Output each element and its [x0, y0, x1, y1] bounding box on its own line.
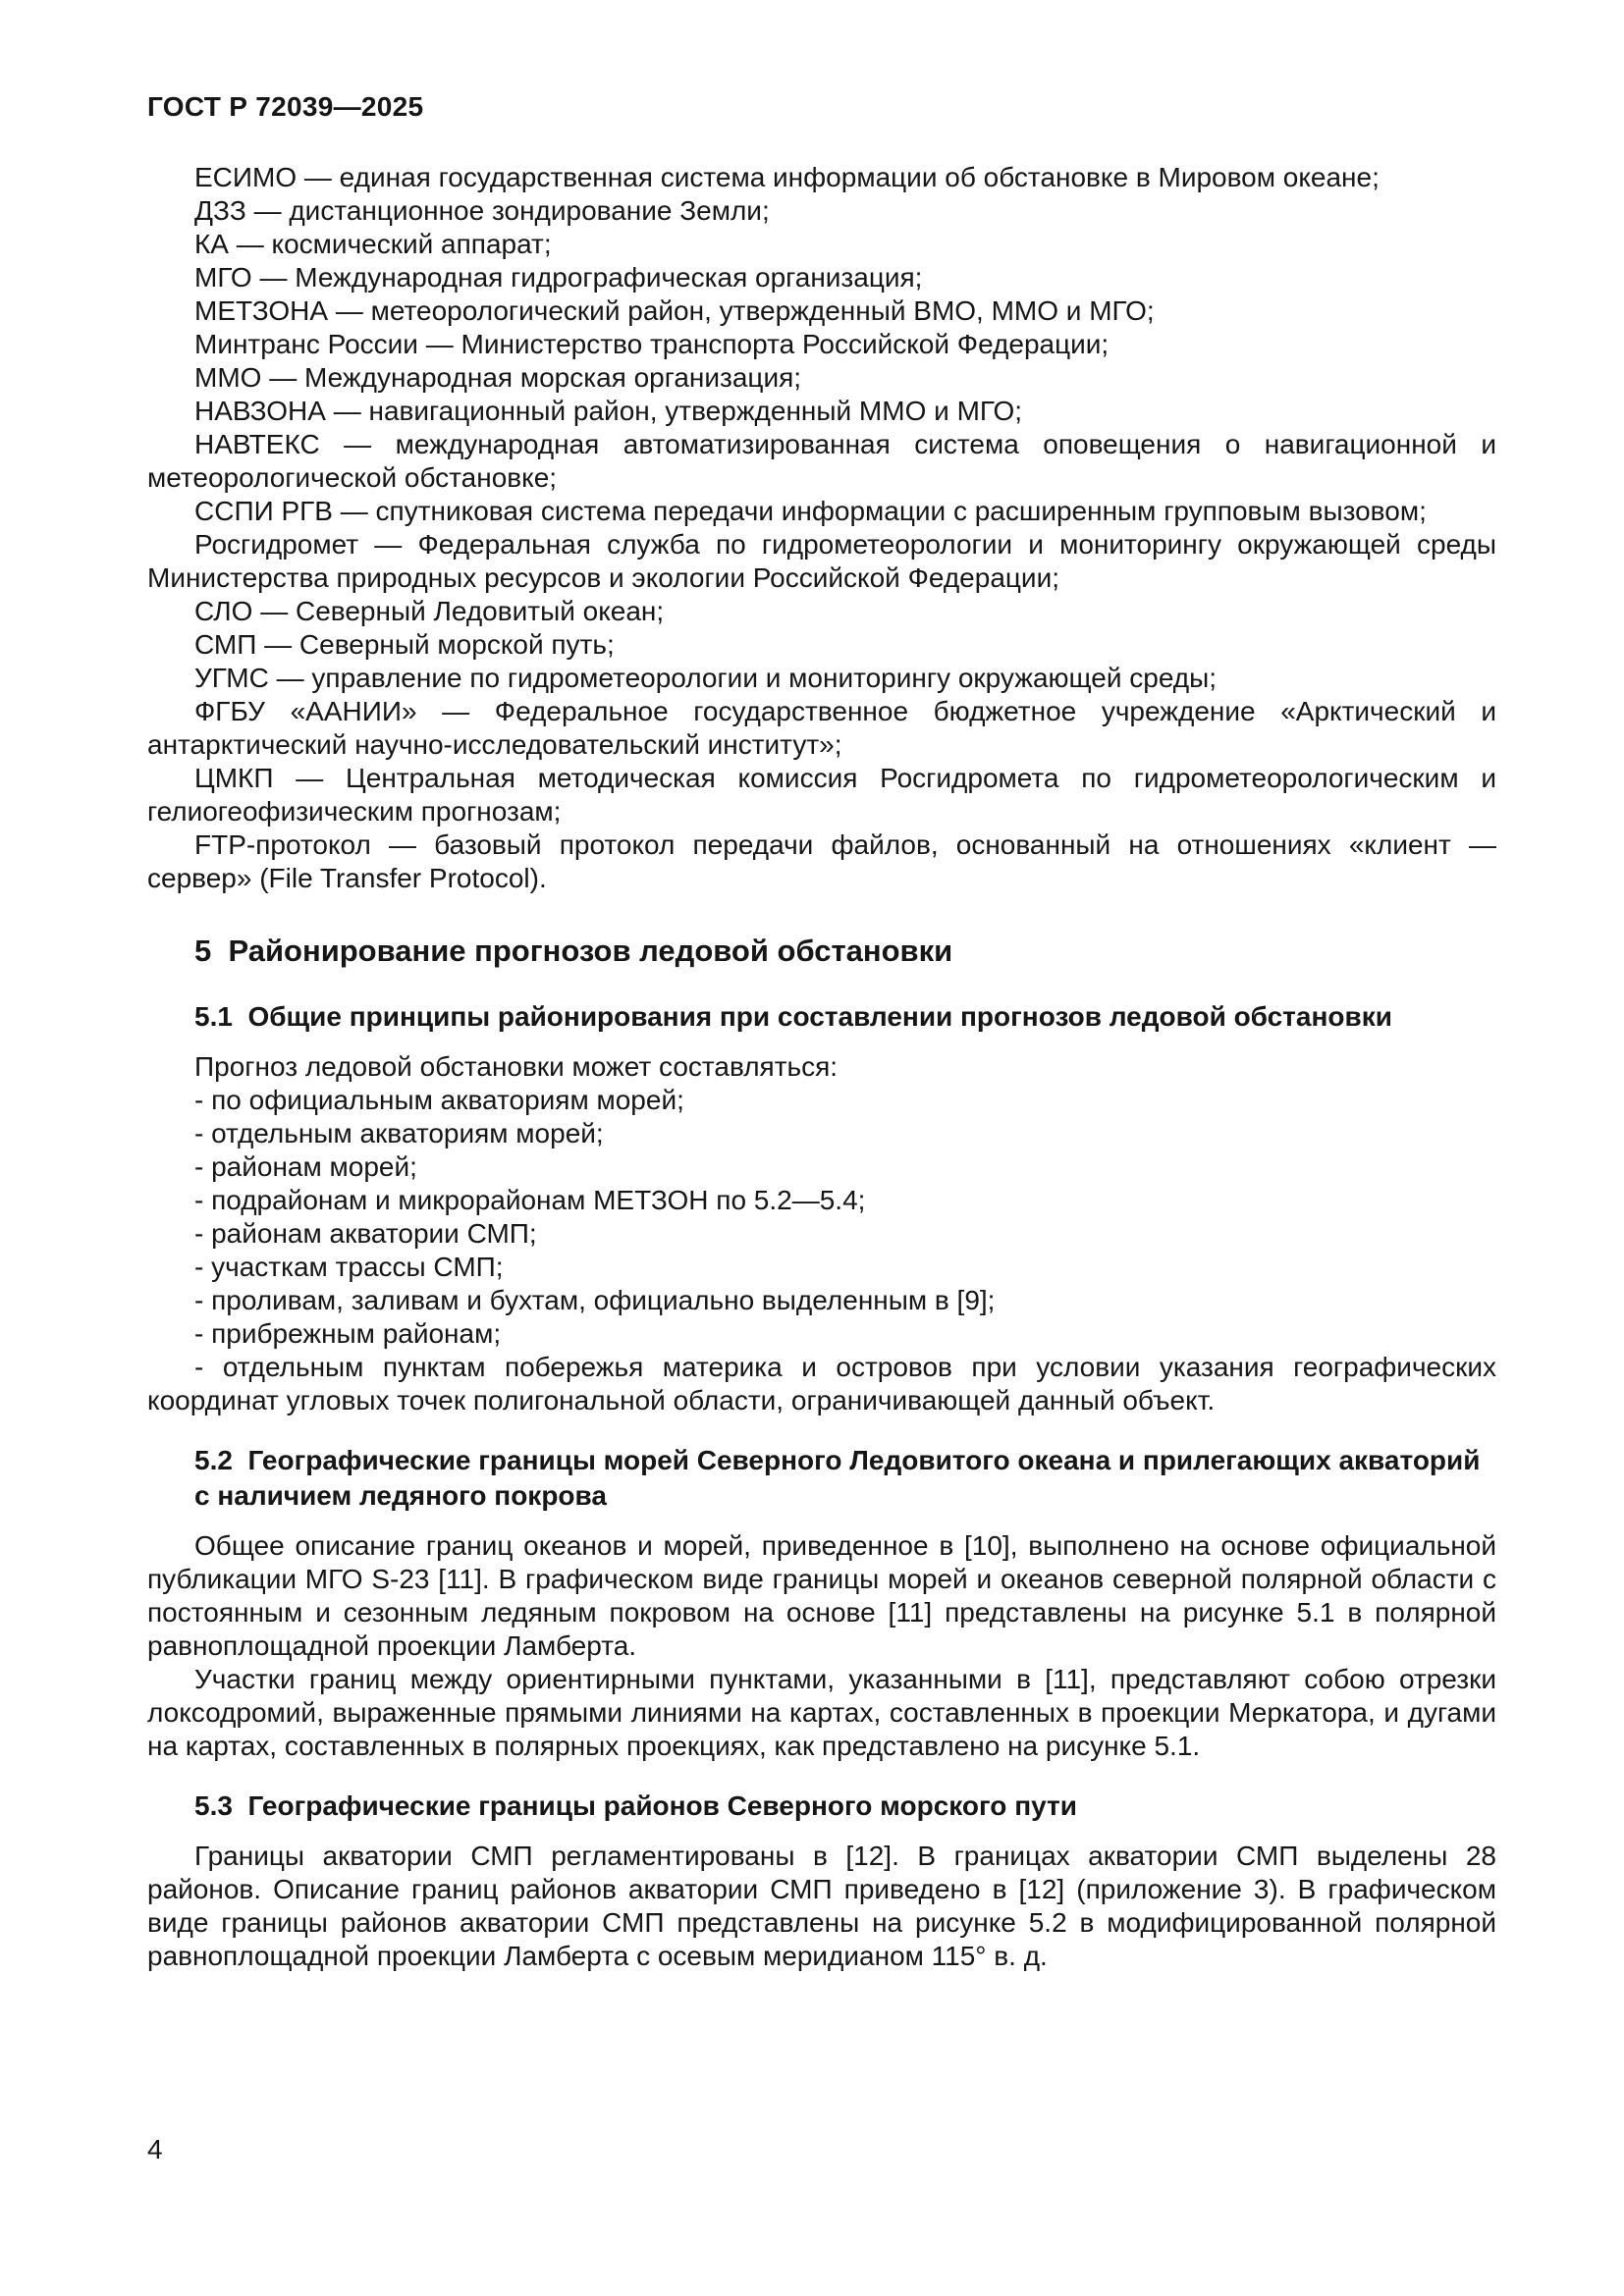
abbreviation-entry: ММО — Международная морская организация; — [194, 362, 802, 393]
section-5-2-paragraph: Общее описание границ океанов и морей, приведенное в [10], выполнено на основе официальной публикации МГО S-23 [11]. В графическом виде границы морей и океанов северной полярной области с постоянным и сезонным ледяным покровом на основе [11] представлены на рисунке 5.1 в полярной равноплощадной проекции Ламберта. — [147, 1530, 1496, 1661]
abbreviation-entry: ЦМКП — Центральная методическая комиссия Росгидромета по гидрометеорологическим и гелиогеофизическим прогнозам; — [147, 763, 1496, 827]
list-item: - районам акватории СМП; — [194, 1218, 537, 1249]
abbreviation-entry: Минтранс России — Министерство транспорта Российской Федерации; — [194, 329, 1110, 359]
abbreviation-entry: МГО — Международная гидрографическая организация; — [194, 262, 923, 293]
abbreviation-entry: СМП — Северный морской путь; — [194, 629, 615, 660]
abbreviation-entry: МЕТЗОНА — метеорологический район, утвержденный ВМО, ММО и МГО; — [194, 295, 1155, 326]
section-5-3-paragraph: Границы акватории СМП регламентированы в [12]. В границах акватории СМП выделены 28 районов. Описание границ районов акватории СМП приведено в [12] (приложение 3). В графическом виде границы районов акватории СМП представлены на рисунке 5.2 в модифицированной полярной равноплощадной проекции Ламберта с осевым меридианом 115° в. д. — [147, 1841, 1496, 1971]
section-5-heading: 5 Районирование прогнозов ледовой обстановки — [194, 934, 953, 968]
list-item: - отдельным пунктам побережья материка и островов при условии указания географических координат угловых точек полигональной области, ограничивающей данный объект. — [147, 1352, 1496, 1415]
abbreviation-entry: КА — космический аппарат; — [194, 229, 552, 259]
abbreviation-entry: ДЗЗ — дистанционное зондирование Земли; — [194, 195, 770, 226]
list-item: - прибрежным районам; — [194, 1318, 502, 1349]
section-5-3-heading: 5.3 Географические границы районов Северного морского пути — [194, 1790, 1077, 1821]
abbreviation-entry: НАВТЕКС — международная автоматизированная система оповещения о навигационной и метеорологической обстановке; — [147, 429, 1496, 493]
abbreviation-entry: Росгидромет — Федеральная служба по гидрометеорологии и мониторингу окружающей среды Министерства природных ресурсов и экологии Российской Федерации; — [147, 529, 1496, 593]
abbreviation-entry: ЕСИМО — единая государственная система информации об обстановке в Мировом океане; — [194, 162, 1380, 192]
section-5-2-heading: 5.2 Географические границы морей Северного Ледовитого океана и прилегающих акваторий с наличием ледяного покрова — [194, 1445, 1481, 1511]
abbreviation-entry: ССПИ РГВ — спутниковая система передачи информации с расширенным групповым вызовом; — [194, 496, 1427, 526]
list-item: - отдельным акваториям морей; — [194, 1118, 604, 1148]
section-5-1-intro: Прогноз ледовой обстановки может составляться: — [194, 1051, 839, 1082]
document-code-header: ГОСТ Р 72039—2025 — [147, 91, 424, 122]
list-item: - подрайонам и микрорайонам МЕТЗОН по 5.2—5.4; — [194, 1185, 866, 1215]
section-5-1-heading: 5.1 Общие принципы районирования при составлении прогнозов ледовой обстановки — [194, 1001, 1392, 1032]
abbreviation-entry: НАВЗОНА — навигационный район, утвержденный ММО и МГО; — [194, 396, 1023, 426]
page-number: 4 — [147, 2134, 163, 2164]
abbreviations-list — [147, 161, 1496, 895]
forecast-zoning-list — [147, 1084, 1496, 1417]
abbreviation-entry: ФГБУ «ААНИИ» — Федеральное государственное бюджетное учреждение «Арктический и антарктический научно-исследовательский институт»; — [147, 696, 1496, 760]
section-5-2-paragraph: Участки границ между ориентирными пунктами, указанными в [11], представляют собою отрезки локсодромий, выраженные прямыми линиями на картах, составленных в проекции Меркатора, и дугами на картах, составленных в полярных проекциях, как представлено на рисунке 5.1. — [147, 1664, 1496, 1761]
list-item: - участкам трассы СМП; — [194, 1252, 504, 1282]
list-item: - проливам, заливам и бухтам, официально выделенным в [9]; — [194, 1285, 996, 1315]
abbreviation-entry: УГМС — управление по гидрометеорологии и мониторингу окружающей среды; — [194, 663, 1218, 693]
abbreviation-entry: FTP-протокол — базовый протокол передачи файлов, основанный на отношениях «клиент — сервер» (File Transfer Protocol). — [147, 829, 1496, 893]
abbreviation-entry: СЛО — Северный Ледовитый океан; — [194, 596, 665, 626]
list-item: - по официальным акваториям морей; — [194, 1085, 684, 1115]
list-item: - районам морей; — [194, 1151, 417, 1182]
document-body — [147, 161, 1496, 1973]
